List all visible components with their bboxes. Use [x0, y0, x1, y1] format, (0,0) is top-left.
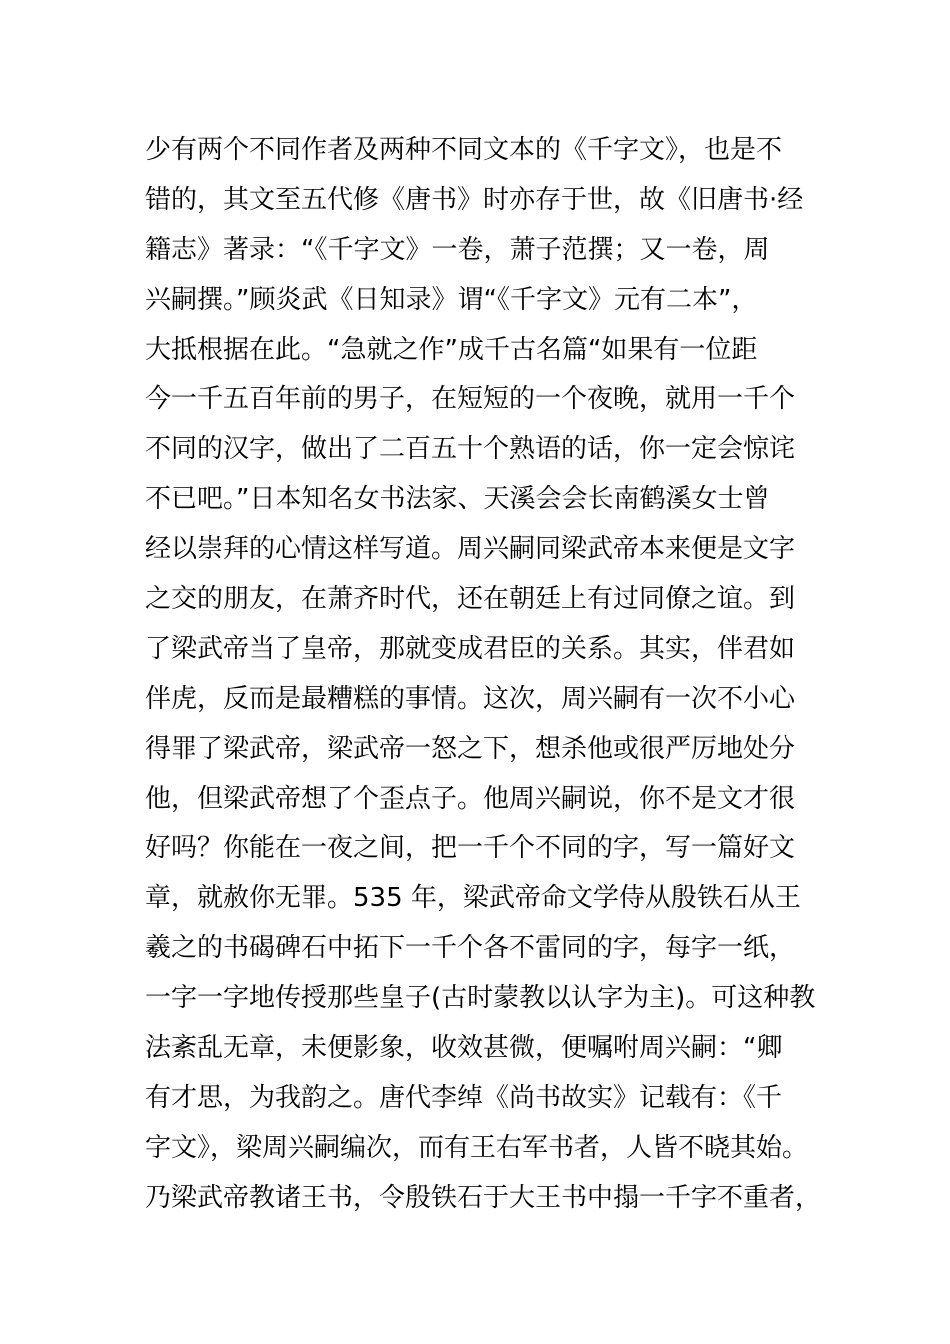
text-line: 章，就赦你无罪。535 年，梁武帝命文学侍从殷铁石从王	[145, 883, 801, 914]
text-line: 一字一字地传授那些皇子(古时蒙教以认字为主)。可这种教	[145, 983, 816, 1014]
text-line: 法紊乱无章，未便影象，收效甚微，便嘱咐周兴嗣：“卿	[145, 1033, 783, 1064]
text-line: 兴嗣撰。”顾炎武《日知录》谓“《千字文》元有二本”，	[145, 284, 758, 315]
text-line: 有才思，为我韵之。唐代李绰《尚书故实》记载有：《千	[145, 1082, 783, 1113]
text-line: 乃梁武帝教诸王书，令殷铁石于大王书中搨一千字不重者，	[145, 1182, 822, 1213]
text-line: 了梁武帝当了皇帝，那就变成君臣的关系。其实，伴君如	[145, 633, 796, 664]
text-line: 今一千五百年前的男子，在短短的一个夜晚，就用一千个	[145, 384, 796, 415]
text-line: 少有两个不同作者及两种不同文本的《千字文》，也是不	[145, 135, 783, 165]
text-line: 大抵根据在此。“急就之作”成千古名篇“如果有一位距	[145, 334, 758, 365]
text-line: 籍志》著录：“《千字文》一卷，萧子范撰；又一卷，周	[145, 234, 770, 265]
text-line: 不同的汉字，做出了二百五十个熟语的话，你一定会惊诧	[145, 434, 796, 465]
text-line: 好吗？你能在一夜之间，把一千个不同的字，写一篇好文	[145, 833, 796, 864]
text-line: 得罪了梁武帝，梁武帝一怒之下，想杀他或很严厉地处分	[145, 733, 796, 764]
text-line: 不已吧。”日本知名女书法家、天溪会会长南鹤溪女士曾	[145, 484, 770, 515]
text-line: 经以崇拜的心情这样写道。周兴嗣同梁武帝本来便是文字	[145, 534, 796, 565]
body-text	[145, 126, 825, 1224]
text-line: 字文》，梁周兴嗣编次，而有王右军书者，人皆不晓其始。	[145, 1132, 809, 1163]
text-line: 羲之的书碣碑石中拓下一千个各不雷同的字，每字一纸，	[145, 933, 796, 964]
text-line: 他，但梁武帝想了个歪点子。他周兴嗣说，你不是文才很	[145, 783, 796, 814]
text-line: 错的，其文至五代修《唐书》时亦存于世，故《旧唐书·经	[145, 184, 804, 215]
text-line: 之交的朋友，在萧齐时代，还在朝廷上有过同僚之谊。到	[145, 584, 796, 615]
text-line: 伴虎，反而是最糟糕的事情。这次，周兴嗣有一次不小心	[145, 683, 796, 714]
